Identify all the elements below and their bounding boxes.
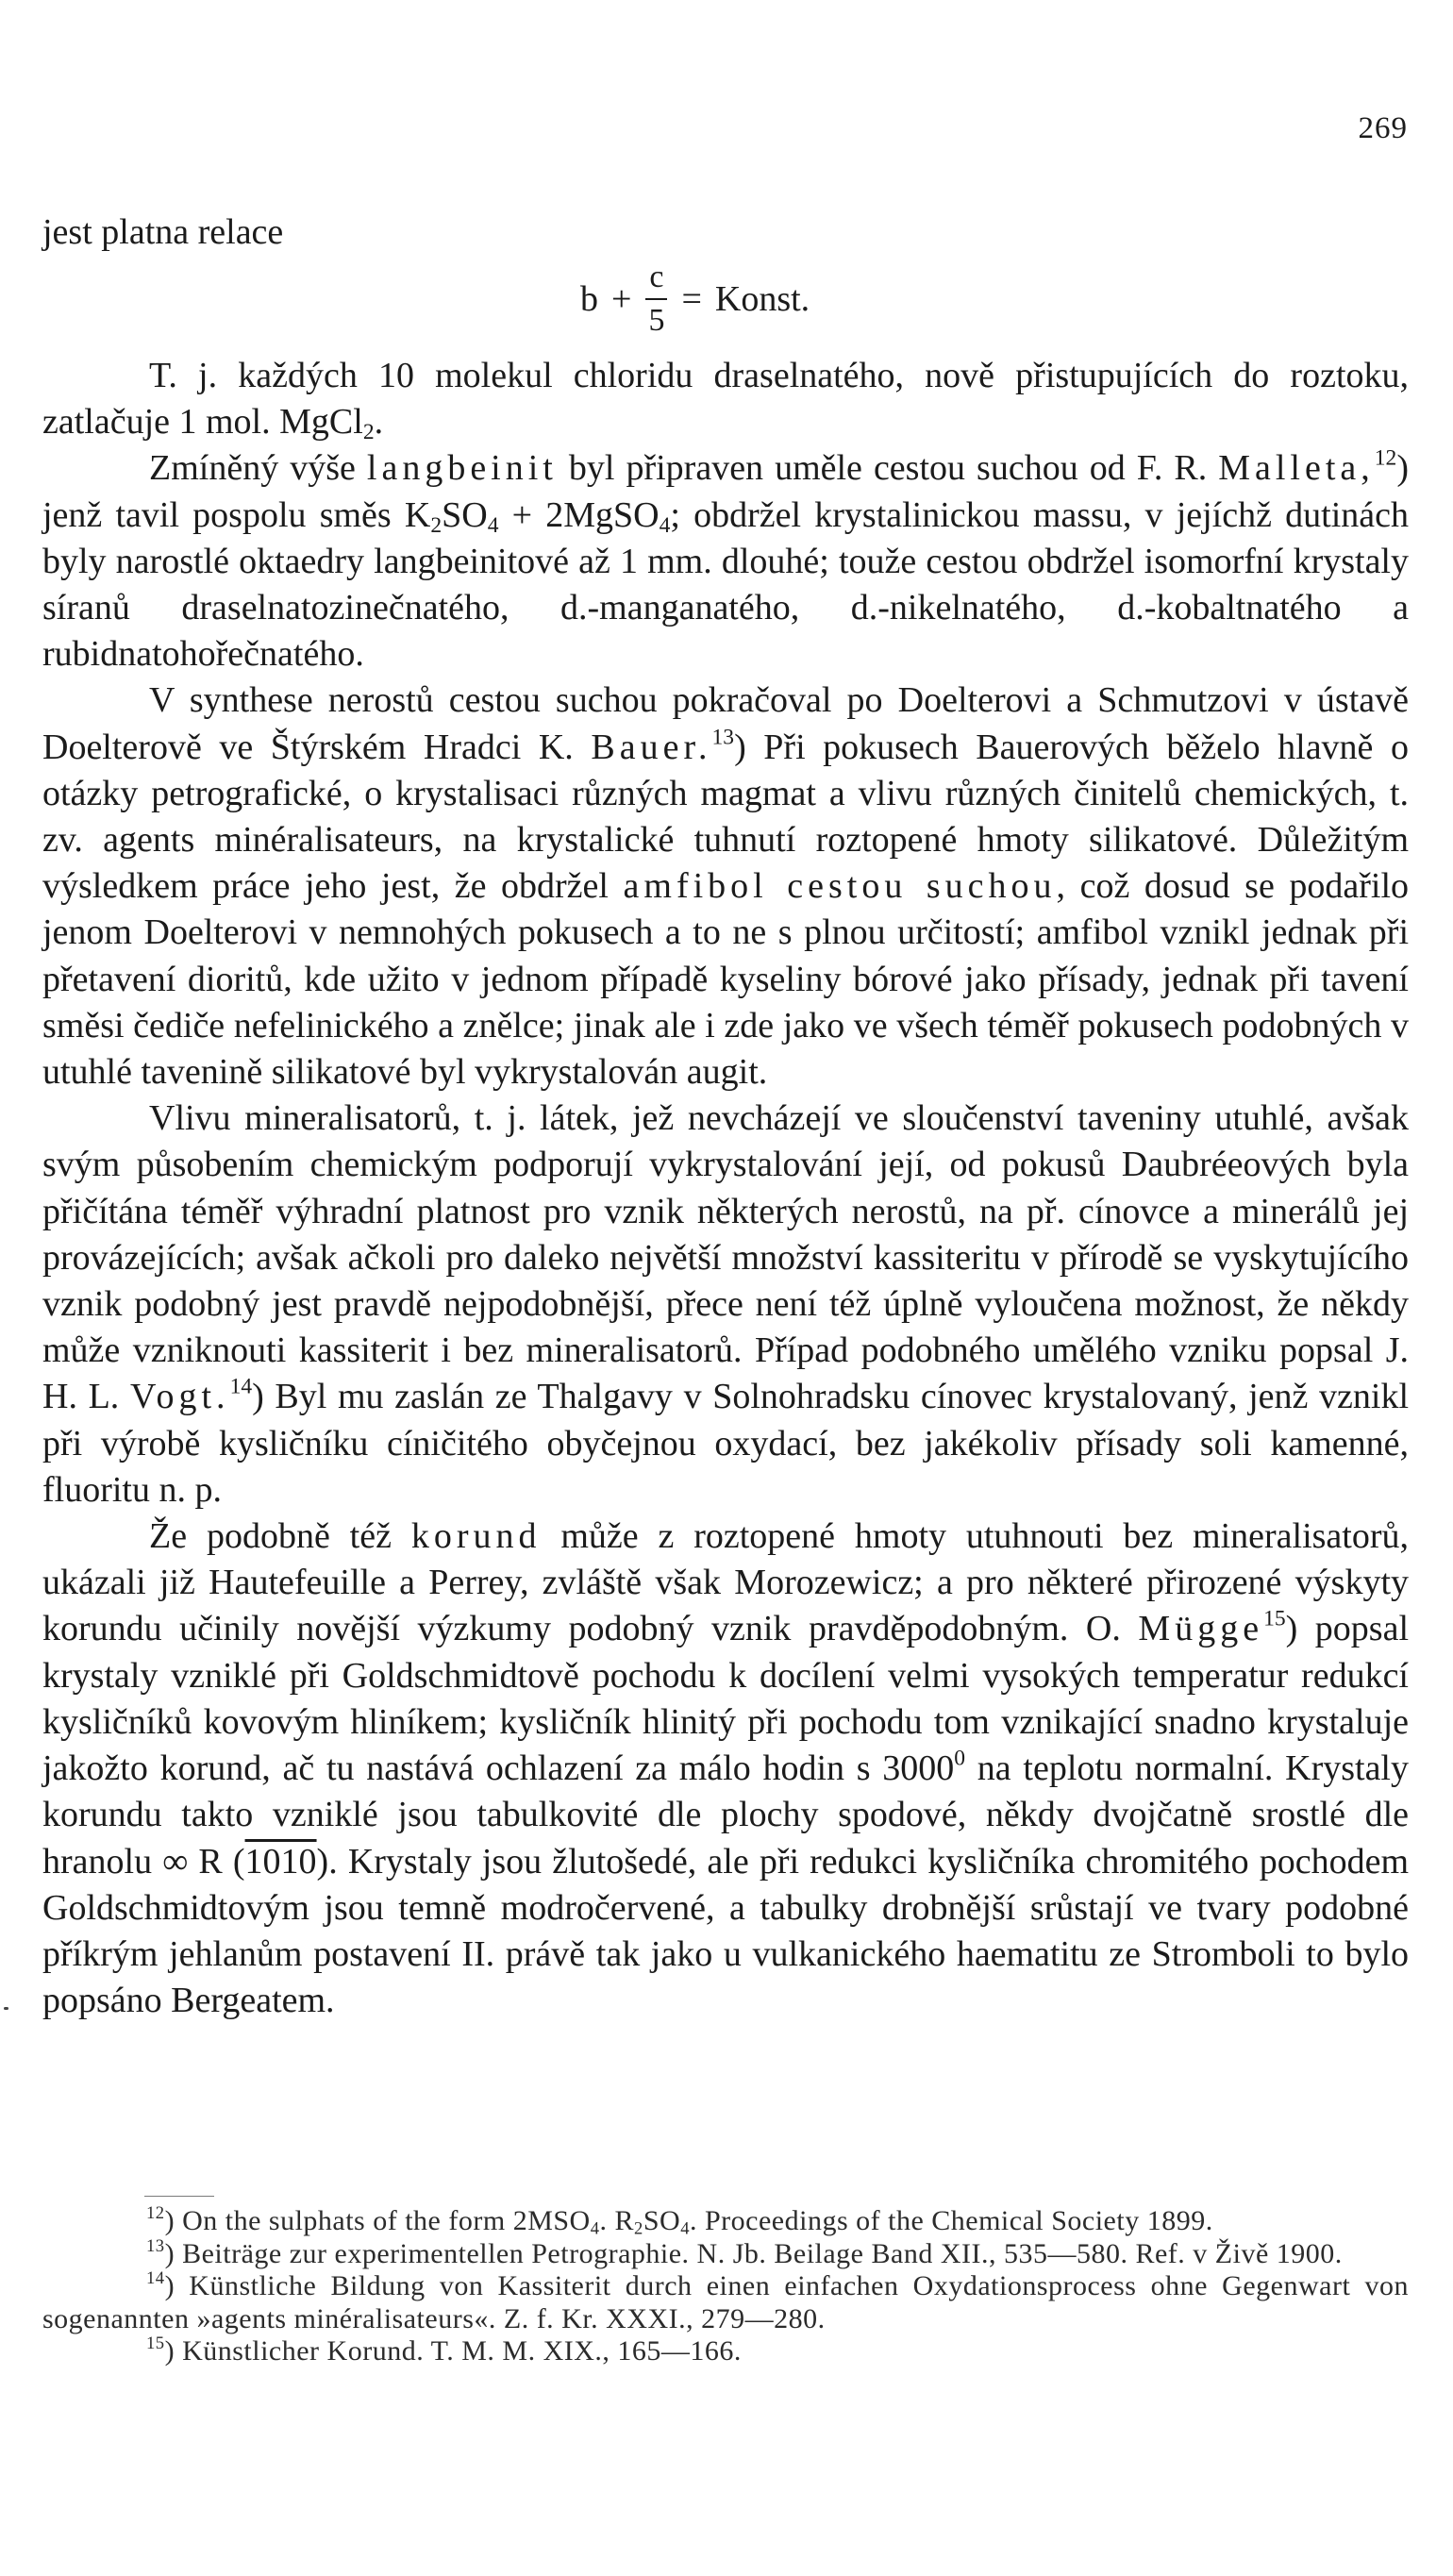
- formula-plus: +: [611, 279, 632, 319]
- emphasis-korund: korund: [410, 1516, 542, 1557]
- paragraph-3: V synthese nerostů cestou suchou pokračoval po Doelterovi a Schmutzovi v ústavě Doelterově ve Štýrském Hradci K. Bauer.$^{13}$) Při pokusech Bauerových běželo hlavně o otázky petrografické, o krystalisaci různých magmat a vlivu různých činitelů chemických, t. zv. agents minéralisateurs, na krystalické tuhnutí roztopené hmoty silikatové. Důležitým výsledkem práce jeho jest, že obdržel amfibol cestou suchou, což dosud se podařilo jenom Doelterovi v nemnohých pokusech a to ne s plnou určitostí; amfibol vznikl jednak při přetavení dioritů, kde užito v jednom případě kyseliny bórové jako přísady, jednak při tavení směsi čediče nefelinického a znělce; jinak ale i zde jako ve všech téměř pokusech podobných v utuhlé tavenině silikatové byl vykrystalován augit.: [42, 680, 1410, 1093]
- footnotes: [42, 2202, 1409, 2368]
- fraction-numerator: c: [645, 261, 667, 300]
- paragraph-1: T. j. každých 10 molekul chloridu draselnatého, nově přistupujících do roztoku, zatlačuje 1 mol. MgCl$_2$.: [42, 356, 1409, 445]
- fraction-denominator: 5: [648, 303, 665, 338]
- crystal-index: 1010: [244, 1841, 317, 1882]
- formula-fraction: [644, 261, 668, 337]
- footnote-13: $^{13}$) Beiträge zur experimentellen Petrographie. N. Jb. Beilage Band XII., 535—580. Ref. v Živě 1900.: [146, 2235, 1343, 2269]
- intro-line: jest platna relace: [42, 212, 284, 252]
- body-text: [42, 353, 1409, 2024]
- margin-mark: [4, 2007, 8, 2010]
- degree-mark: 0: [954, 1746, 966, 1771]
- emphasis-amfibol: amfibol cestou suchou: [623, 866, 1057, 907]
- author-bauer: Bauer.: [591, 727, 712, 767]
- footnote-ref-13: 13: [711, 725, 735, 750]
- author-vogt: Vogt.: [129, 1377, 230, 1417]
- author-malleta: Malleta,: [1218, 448, 1375, 489]
- formula-rhs: Konst.: [714, 279, 810, 319]
- footnote-12: $^{12}$) On the sulphats of the form $2MSO_4$. $R_2SO_4$. Proceedings of the Chemical Society 1899.: [146, 2202, 1213, 2239]
- formula: [580, 261, 810, 337]
- footnote-15: $^{15}$) Künstlicher Korund. T. M. M. XIX., 165—166.: [146, 2333, 742, 2367]
- formula-equals: =: [681, 279, 702, 319]
- paragraph-4: Vlivu mineralisatorů, t. j. látek, jež nevcházejí ve sloučenství taveniny utuhlé, avšak svým působením chemickým podporují vykrystalování její, od pokusů Daubréeových byla přičítána téměř výhradní platnost pro vznik některých nerostů, na př. cínovce a minerálů jej provázejících; avšak ačkoli pro daleko největší množství kassiteritu v přírodě se vyskytujícího vznik podobný jest pravdě nejpodobnější, přece není též úplně vyloučena možnost, že někdy může vzniknouti kassiterit i bez mineralisatorů. Případ podobného umělého vzniku popsal J. H. L. Vogt.$^{14}$) Byl mu zaslán ze Thalgavy v Solnohradsku cínovec krystalovaný, jenž vznikl při výrobě kysličníku cíničitého obyčejnou oxydací, bez jakékoliv přísady soli kamenné, fluoritu n. p.: [42, 1098, 1410, 1510]
- emphasis-langbeinit: langbeinit: [366, 448, 558, 489]
- footnote-ref-12: 12: [1374, 446, 1397, 472]
- paragraph-2: Zmíněný výše langbeinit byl připraven uměle cestou suchou od F. R. Malleta,$^{12}$) jenž tavil pospolu směs $K_2SO_4$ + 2MgSO$_4$; obdržel krystalinickou massu, v jejíchž dutinách byly narostlé oktaedry langbeinitové až 1 mm. dlouhé; touže cestou obdržel isomorfní krystaly síranů draselnatozinečnatého, d.-manganatého, d.-nikelnatého, d.-kobaltnatého a rubidnatohořečnatého.: [42, 446, 1409, 675]
- footnote-14: $^{14}$) Künstliche Bildung von Kassiterit durch einen einfachen Oxydationsprocess ohne Gegenwart von sogenannten »agents minéralisateurs«. Z. f. Kr. XXXI., 279—280.: [42, 2267, 1409, 2334]
- paragraph-5: Že podobně též korund může z roztopené hmoty utuhnouti bez mineralisatorů, ukázali již Hautefeuille a Perrey, zvláště však Morozewicz; a pro některé přirozené výskyty korundu učinily novější výzkumy podobný vznik pravděpodobným. O. Mügge$^{15}$) popsal krystaly vzniklé při Goldschmidtově pochodu k docílení velmi vysokých temperatur redukcí kysličníků kovovým hliníkem; kysličník hlinitý při pochodu tom vznikající snadno krystaluje jakožto korund, ač tu nastává ochlazení za málo hodin s 3000$^0$ na teplotu normalní. Krystaly korundu takto vzniklé jsou tabulkovité dle plochy spodové, někdy dvojčatně srostlé dle hranolu ∞ R (1010). Krystaly jsou žlutošedé, ale při redukci kysličníka chromitého pochodem Goldschmidtovým jsou temně modročervené, a tabulky drobnější srůstají ve tvary podobné příkrým jehlanům postavení II. právě tak jako u vulkanického haematitu ze Stromboli to bylo popsáno Bergeatem.: [42, 1516, 1410, 2021]
- author-mugge: Mügge: [1138, 1609, 1264, 1649]
- page-number: 269: [1358, 111, 1408, 145]
- formula-b: b: [580, 279, 598, 319]
- footnote-rule: [144, 2196, 214, 2197]
- footnote-ref-15: 15: [1263, 1607, 1286, 1632]
- footnote-ref-14: 14: [229, 1375, 253, 1400]
